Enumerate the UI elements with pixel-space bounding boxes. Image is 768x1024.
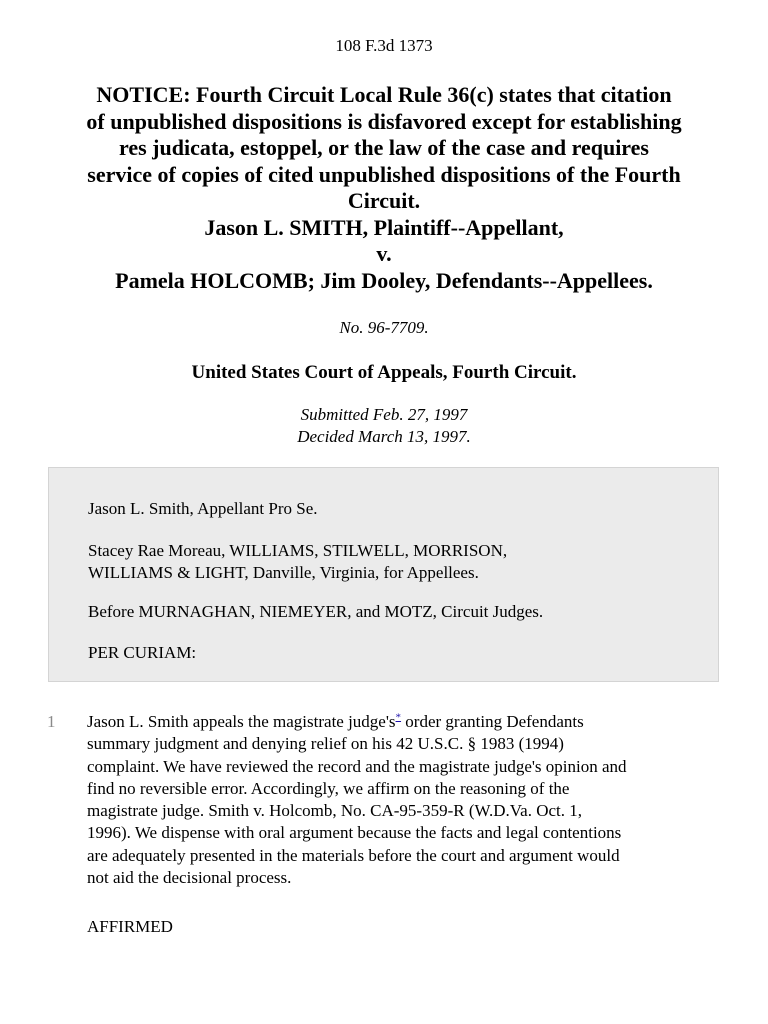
paragraph-line: find no reversible error. Accordingly, we affirm on the reasoning of the bbox=[87, 778, 570, 798]
footnote-link[interactable]: * bbox=[395, 711, 402, 724]
decided-date: Decided March 13, 1997. bbox=[297, 427, 471, 446]
opinion-paragraph bbox=[87, 711, 727, 889]
appellee-counsel-line: Stacey Rae Moreau, WILLIAMS, STILWELL, MORRISON, bbox=[88, 541, 508, 560]
notice-line: of unpublished dispositions is disfavored except for establishing bbox=[86, 108, 682, 134]
reporter-citation: 108 F.3d 1373 bbox=[335, 36, 433, 55]
paragraph-number: 1 bbox=[47, 712, 56, 731]
paragraph-line: not aid the decisional process. bbox=[87, 868, 292, 888]
appellant-counsel: Jason L. Smith, Appellant Pro Se. bbox=[88, 499, 318, 518]
notice-line: res judicata, estoppel, or the law of the case and requires bbox=[118, 135, 649, 160]
appellee-parties: Pamela HOLCOMB; Jim Dooley, Defendants--Appellees. bbox=[115, 267, 653, 293]
paragraph-line: are adequately presented in the materials before the court and argument would bbox=[87, 845, 620, 865]
court-name: United States Court of Appeals, Fourth Circuit. bbox=[191, 362, 577, 383]
decision-dates bbox=[0, 404, 768, 448]
disposition: AFFIRMED bbox=[87, 917, 173, 936]
paragraph-line: 1996). We dispense with oral argument because the facts and legal contentions bbox=[87, 823, 622, 843]
paragraph-line bbox=[87, 711, 727, 733]
notice-line: service of copies of cited unpublished dispositions of the Fourth bbox=[87, 161, 681, 187]
appellant-party: Jason L. SMITH, Plaintiff--Appellant, bbox=[204, 214, 564, 240]
paragraph-text: order granting Defendants bbox=[401, 712, 584, 731]
versus: v. bbox=[376, 241, 392, 266]
per-curiam: PER CURIAM: bbox=[88, 643, 197, 662]
notice-line: Circuit. bbox=[347, 188, 421, 213]
counsel-panel bbox=[48, 467, 719, 682]
docket-number: No. 96-7709. bbox=[339, 318, 429, 337]
paragraph-line: summary judgment and denying relief on his 42 U.S.C. § 1983 (1994) bbox=[87, 734, 564, 754]
judges-panel: Before MURNAGHAN, NIEMEYER, and MOTZ, Circuit Judges. bbox=[88, 602, 544, 621]
appellee-counsel-line: WILLIAMS & LIGHT, Danville, Virginia, for Appellees. bbox=[88, 563, 479, 582]
case-title bbox=[40, 82, 728, 294]
submitted-date: Submitted Feb. 27, 1997 bbox=[300, 405, 468, 424]
paragraph-line: complaint. We have reviewed the record and the magistrate judge's opinion and bbox=[87, 756, 627, 776]
notice-line: NOTICE: Fourth Circuit Local Rule 36(c) states that citation bbox=[96, 82, 672, 107]
paragraph-text: Jason L. Smith appeals the magistrate judge's bbox=[87, 712, 396, 731]
paragraph-line: magistrate judge. Smith v. Holcomb, No. CA-95-359-R (W.D.Va. Oct. 1, bbox=[87, 801, 582, 821]
